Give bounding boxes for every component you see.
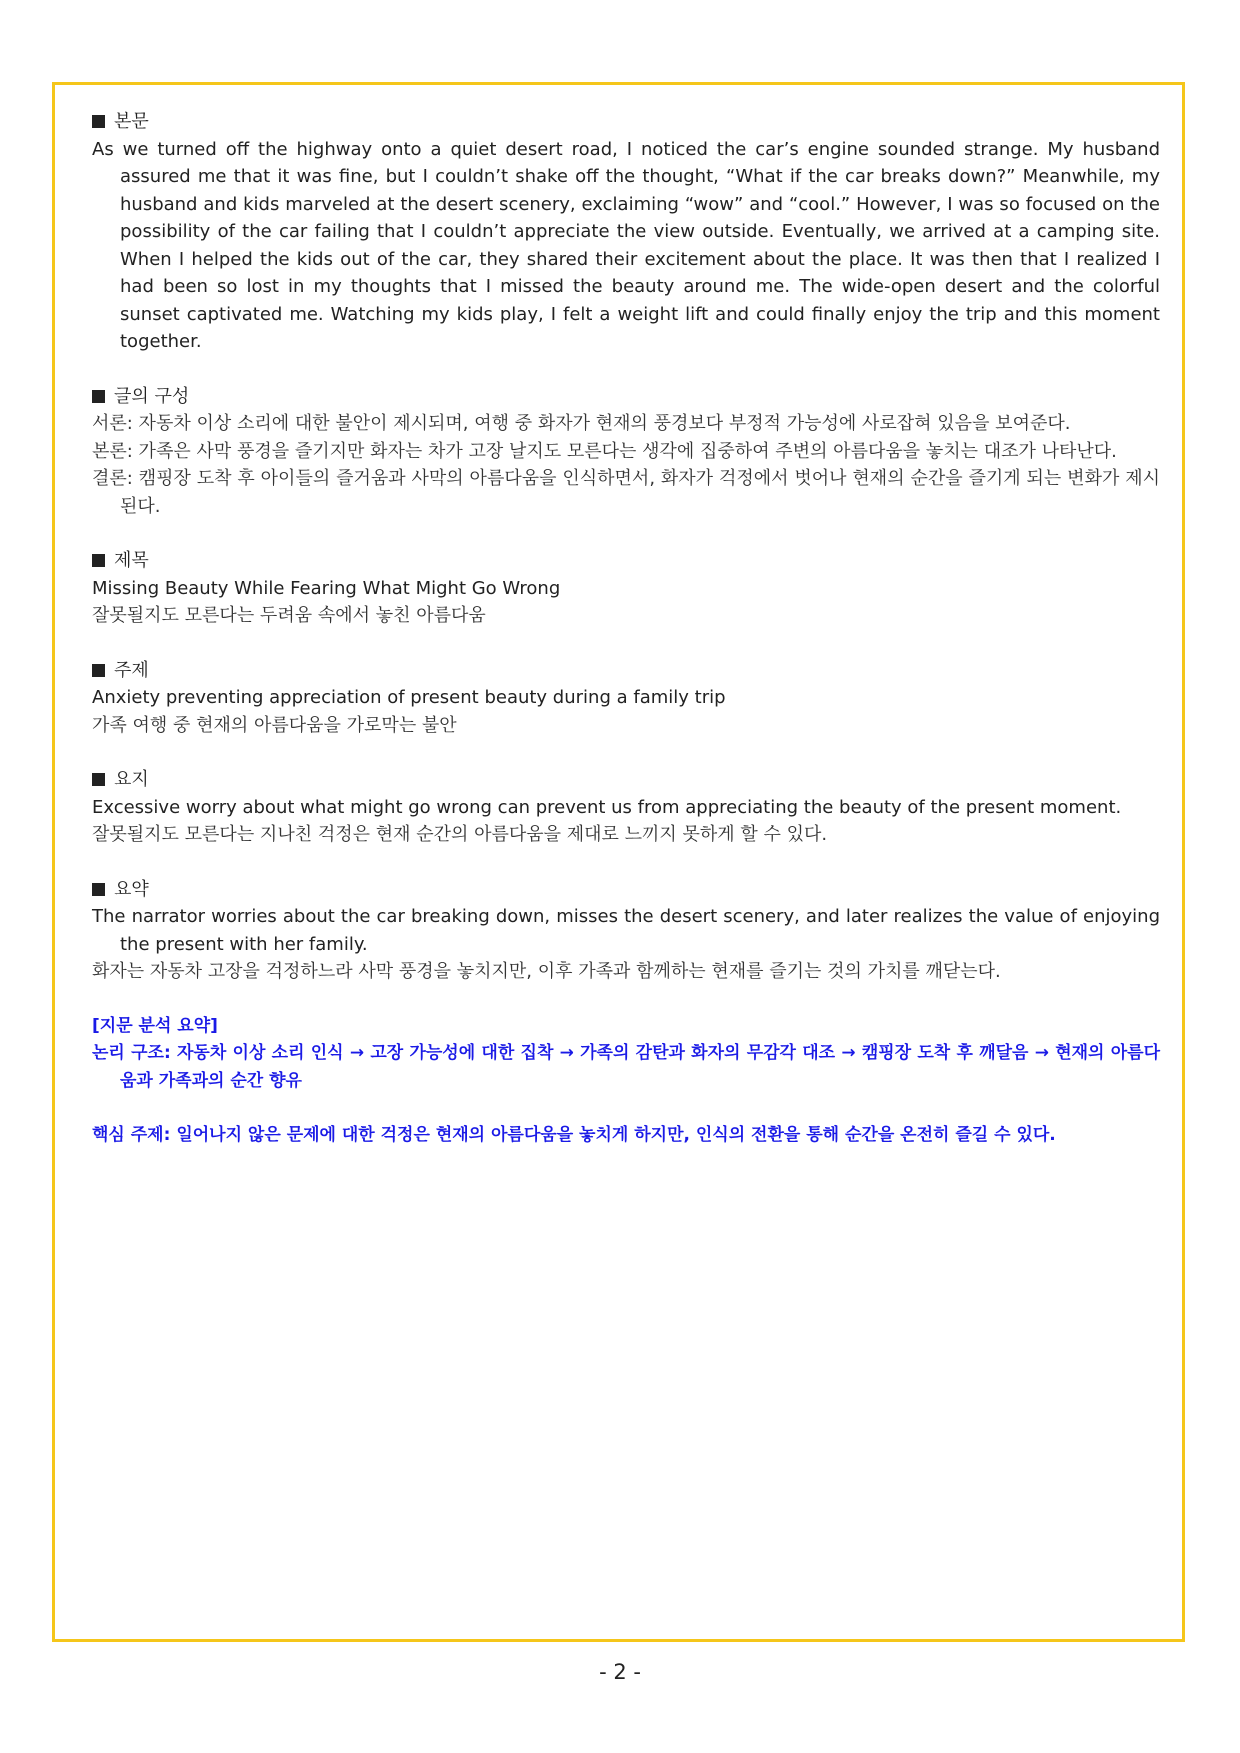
section-structure [92, 383, 1160, 521]
structure-conclusion: 결론: 캠핑장 도착 후 아이들의 즐거움과 사막의 아름다움을 인식하면서, 화자가 걱정에서 벗어나 현재의 순간을 즐기게 되는 변화가 제시된다. [92, 468, 1160, 517]
structure-intro: 서론: 자동차 이상 소리에 대한 불안이 제시되며, 여행 중 화자가 현재의 풍경보다 부정적 가능성에 사로잡혀 있음을 보여준다. [92, 413, 1071, 434]
section-heading: 본문 [92, 108, 1160, 136]
square-bullet-icon [92, 883, 105, 896]
gist-korean: 잘못될지도 모른다는 지나친 걱정은 현재 순간의 아름다움을 제대로 느끼지 못하게 할 수 있다. [92, 824, 828, 845]
square-bullet-icon [92, 390, 105, 403]
square-bullet-icon [92, 554, 105, 567]
section-heading: 글의 구성 [92, 383, 1160, 411]
section-summary [92, 876, 1160, 986]
analysis-summary [92, 1013, 1160, 1150]
analysis-header: [지문 분석 요약] [92, 1015, 218, 1036]
section-body [92, 108, 1160, 356]
title-english: Missing Beauty While Fearing What Might Go Wrong [92, 577, 561, 599]
topic-english: Anxiety preventing appreciation of present beauty during a family trip [92, 687, 726, 708]
analysis-logic: 논리 구조: 자동차 이상 소리 인식 → 고장 가능성에 대한 집착 → 가족의 감탄과 화자의 무감각 대조 → 캠핑장 도착 후 깨달음 → 현재의 아름다움과 가족과의 순간 향유 [92, 1043, 1160, 1091]
analysis-core: 핵심 주제: 일어나지 않은 문제에 대한 걱정은 현재의 아름다움을 놓치게 하지만, 인식의 전환을 통해 순간을 온전히 즐길 수 있다. [92, 1125, 1056, 1145]
title-korean: 잘못될지도 모른다는 두려움 속에서 놓친 아름다움 [92, 605, 486, 626]
summary-korean: 화자는 자동차 고장을 걱정하느라 사막 풍경을 놓치지만, 이후 가족과 함께하는 현재를 즐기는 것의 가치를 깨닫는다. [92, 961, 1001, 982]
square-bullet-icon [92, 664, 105, 677]
section-heading: 요약 [92, 876, 1160, 904]
page-number: - 2 - [599, 1660, 641, 1684]
structure-main: 본론: 가족은 사막 풍경을 즐기지만 화자는 차가 고장 날지도 모른다는 생각에 집중하여 주변의 아름다움을 놓치는 대조가 나타난다. [92, 440, 1117, 462]
section-heading: 주제 [92, 657, 1160, 685]
section-heading: 제목 [92, 547, 1160, 575]
section-topic [92, 657, 1160, 740]
section-heading: 요지 [92, 766, 1160, 794]
square-bullet-icon [92, 115, 105, 128]
gist-english: Excessive worry about what might go wrong can prevent us from appreciating the beauty of the present moment. [92, 796, 1122, 818]
summary-english: The narrator worries about the car breaking down, misses the desert scenery, and later realizes the value of enjoying the present with her family. [92, 906, 1160, 955]
square-bullet-icon [92, 773, 105, 786]
section-gist [92, 766, 1160, 849]
passage-text: As we turned off the highway onto a quiet desert road, I noticed the car’s engine sounded strange. My husband assured me that it was fine, but I couldn’t shake off the thought, “What if the car breaks down?” Meanwhile, my husband and kids marveled at the desert scenery, exclaiming “wow” and “cool.” However, I was so focused on the possibility of the car failing that I couldn’t appreciate the view outside. Eventually, we arrived at a camping site. When I helped the kids out of the car, they shared their excitement about the place. It was then that I realized I had been so lost in my thoughts that I missed the beauty around me. The wide-open desert and the colorful sunset captivated me. Watching my kids play, I felt a weight lift and could finally enjoy the trip and this moment together. [92, 138, 1160, 352]
document-content [92, 108, 1160, 1177]
section-title [92, 547, 1160, 630]
topic-korean: 가족 여행 중 현재의 아름다움을 가로막는 불안 [92, 714, 457, 736]
